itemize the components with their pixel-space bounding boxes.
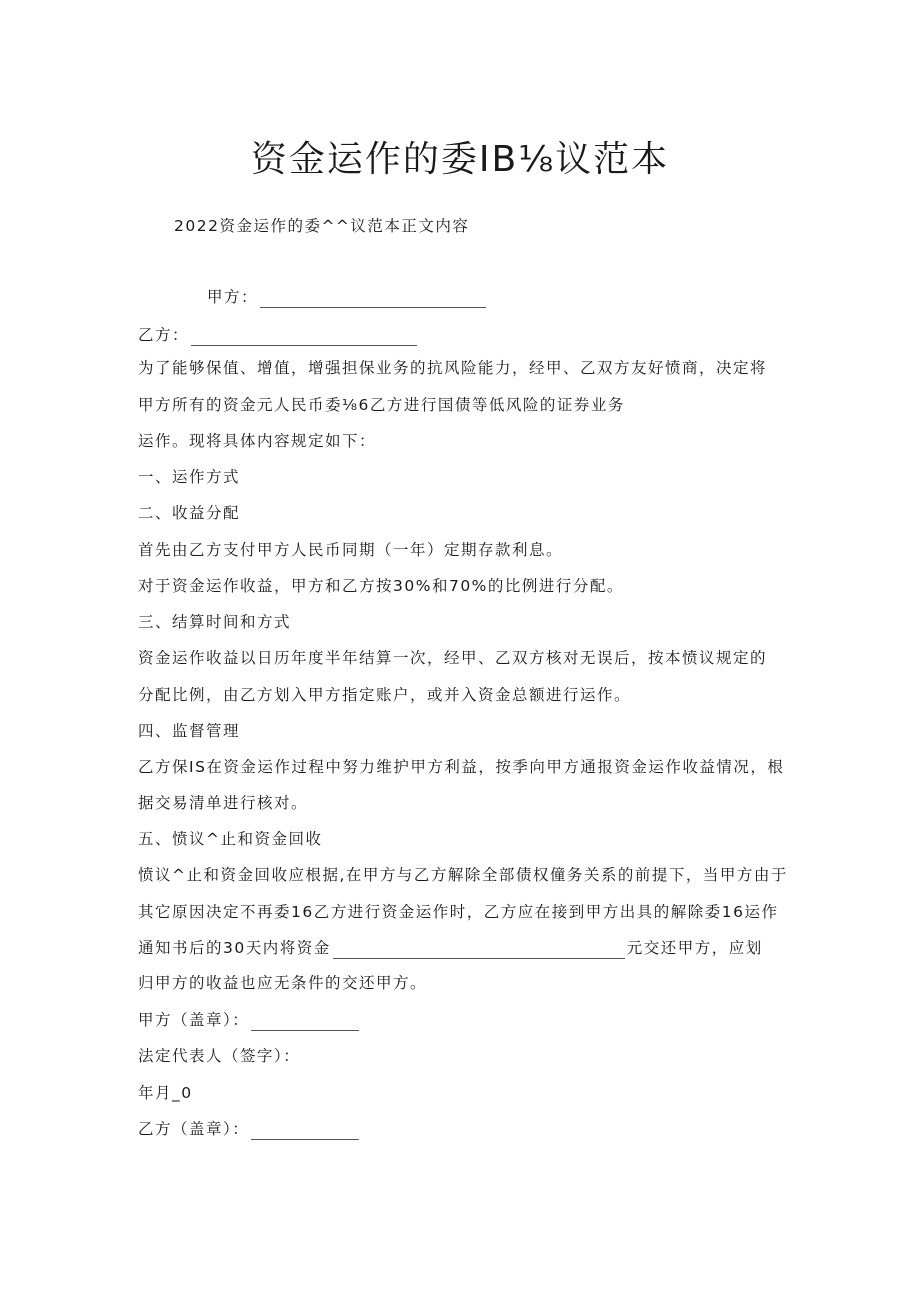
signature-party-b-label: 乙方（盖章）： xyxy=(138,1120,250,1138)
page-title: 资金运作的委IB⅛议范本 xyxy=(250,139,670,180)
section-1-heading: 一、运作方式 xyxy=(138,468,241,486)
subtitle: 2022资金运作的委^^议范本正文内容 xyxy=(174,217,470,235)
section-4-line-1: 乙方保IS在资金运作过程中努力维护甲方利益，按季向甲方通报资金运作收益情况，根 xyxy=(138,758,785,776)
section-3-heading: 三、结算时间和方式 xyxy=(138,613,292,631)
signature-party-b-row xyxy=(138,1118,361,1140)
signature-party-a-row xyxy=(138,1009,361,1031)
section-4-line-2: 据交易清单进行核对。 xyxy=(138,794,309,812)
section-5-line-4: 归甲方的收益也应无条件的交还甲方。 xyxy=(138,974,428,992)
amount-blank xyxy=(333,944,625,959)
intro-line-1: 为了能够保值、增值，增强担保业务的抗风险能力，经甲、乙双方友好愤商，决定将 xyxy=(138,359,768,377)
section-2-line-1: 首先由乙方支付甲方人民币同期（一年）定期存款利息。 xyxy=(138,541,564,559)
section-5-line-3-before: 通知书后的30天内将资金 xyxy=(138,939,331,957)
party-b-label: 乙方： xyxy=(138,326,190,344)
intro-line-2: 甲方所有的资金元人民币委⅛6乙方进行国债等低风险的证券业务 xyxy=(138,396,625,414)
signature-party-a-label: 甲方（盖章）： xyxy=(138,1011,250,1029)
section-5-line-2: 其它原因决定不再委16乙方进行资金运作时，乙方应在接到甲方出具的解除委16运作 xyxy=(138,903,779,921)
section-3-line-1: 资金运作收益以日历年度半年结算一次，经甲、乙双方核对无误后，按本愤议规定的 xyxy=(138,649,768,667)
section-4-heading: 四、监督管理 xyxy=(138,722,241,740)
party-a-label: 甲方： xyxy=(207,288,259,306)
party-b-row xyxy=(138,324,419,346)
section-3-line-2: 分配比例，由乙方划入甲方指定账户，或并入资金总额进行运作。 xyxy=(138,686,632,704)
signature-party-a-blank xyxy=(251,1016,359,1031)
signature-rep: 法定代表人（签字）： xyxy=(138,1047,301,1065)
section-5-line-3-after: 元交还甲方，应划 xyxy=(626,939,763,957)
section-2-heading: 二、收益分配 xyxy=(138,504,241,522)
party-a-blank xyxy=(260,293,486,308)
section-5-line-1: 愤议^止和资金回收应根据,在甲方与乙方解除全部债权僮务关系的前提下，当甲方由于 xyxy=(138,866,788,884)
signature-party-b-blank xyxy=(251,1125,359,1140)
party-b-blank xyxy=(191,331,417,346)
section-5-line-3 xyxy=(138,937,763,959)
signature-date: 年月_0 xyxy=(138,1084,193,1102)
section-2-line-2: 对于资金运作收益，甲方和乙方按30%和70%的比例进行分配。 xyxy=(138,577,624,595)
intro-line-3: 运作。现将具体内容规定如下： xyxy=(138,432,377,450)
section-5-heading: 五、愤议^止和资金回收 xyxy=(138,830,323,848)
party-a-row xyxy=(207,286,488,308)
